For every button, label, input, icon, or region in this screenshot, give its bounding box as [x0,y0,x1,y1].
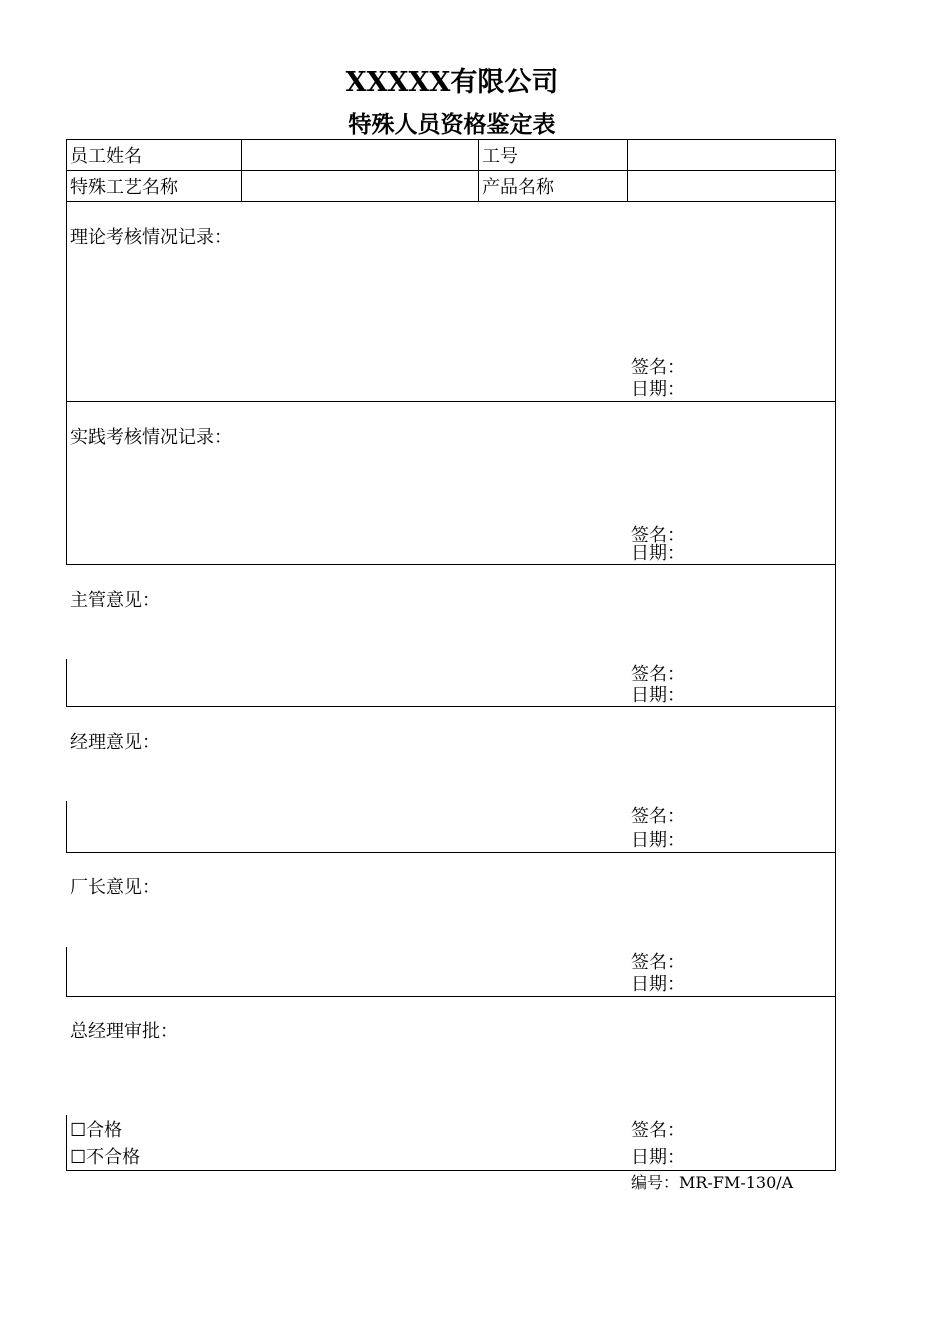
section-right-border [835,564,836,707]
document-code: 编号：MR-FM-130/A [631,1173,794,1192]
practice-date-label: 日期： [631,543,685,564]
employee-name-field[interactable] [246,147,474,167]
manager-sign-label: 签名： [631,806,685,827]
manager-date-label: 日期： [631,830,685,851]
info-grid-divider [66,170,836,171]
section-right-border [835,201,836,402]
info-grid-col1 [241,139,242,202]
fail-checkbox[interactable]: ☐不合格 [70,1147,141,1168]
info-grid-col3 [627,139,628,202]
section-bottom-border [66,706,836,707]
theory-date-label: 日期： [631,379,685,400]
section-left-border [66,947,67,997]
section-right-border [835,996,836,1171]
gm-approval-label: 总经理审批： [70,1021,178,1042]
section-right-border [835,852,836,997]
employee-no-field[interactable] [632,147,832,167]
manager-label: 经理意见： [70,732,160,753]
section-right-border [835,706,836,853]
pass-checkbox[interactable]: ☐合格 [70,1120,123,1141]
gm-sign-label: 签名： [631,1120,685,1141]
director-label: 厂长意见： [70,877,160,898]
section-bottom-border [66,401,836,402]
practice-label: 实践考核情况记录： [70,427,232,448]
section-bottom-border [66,996,836,997]
section-right-border [835,401,836,565]
process-name-label: 特殊工艺名称 [70,177,178,198]
theory-sign-label: 签名： [631,357,685,378]
director-date-label: 日期： [631,974,685,995]
process-name-field[interactable] [246,178,474,198]
section-left-border [66,401,67,565]
section-bottom-border [66,564,836,565]
employee-name-label: 员工姓名 [70,146,142,167]
section-left-border [66,659,67,707]
section-left-border [66,201,67,402]
employee-no-label: 工号 [482,146,518,167]
company-name: XXXXX有限公司 [345,67,559,98]
form-title: 特殊人员资格鉴定表 [348,111,556,138]
supervisor-sign-label: 签名： [631,664,685,685]
director-sign-label: 签名： [631,952,685,973]
product-name-label: 产品名称 [482,177,554,198]
theory-label: 理论考核情况记录： [70,227,232,248]
gm-date-label: 日期： [631,1147,685,1168]
section-left-border [66,1115,67,1171]
product-name-field[interactable] [632,178,832,198]
supervisor-date-label: 日期： [631,685,685,706]
section-bottom-border [66,852,836,853]
info-grid-col2 [478,139,479,202]
practice-sign-label: 签名： [631,525,685,546]
supervisor-label: 主管意见： [70,590,160,611]
section-left-border [66,801,67,853]
section-bottom-border [66,1170,836,1171]
